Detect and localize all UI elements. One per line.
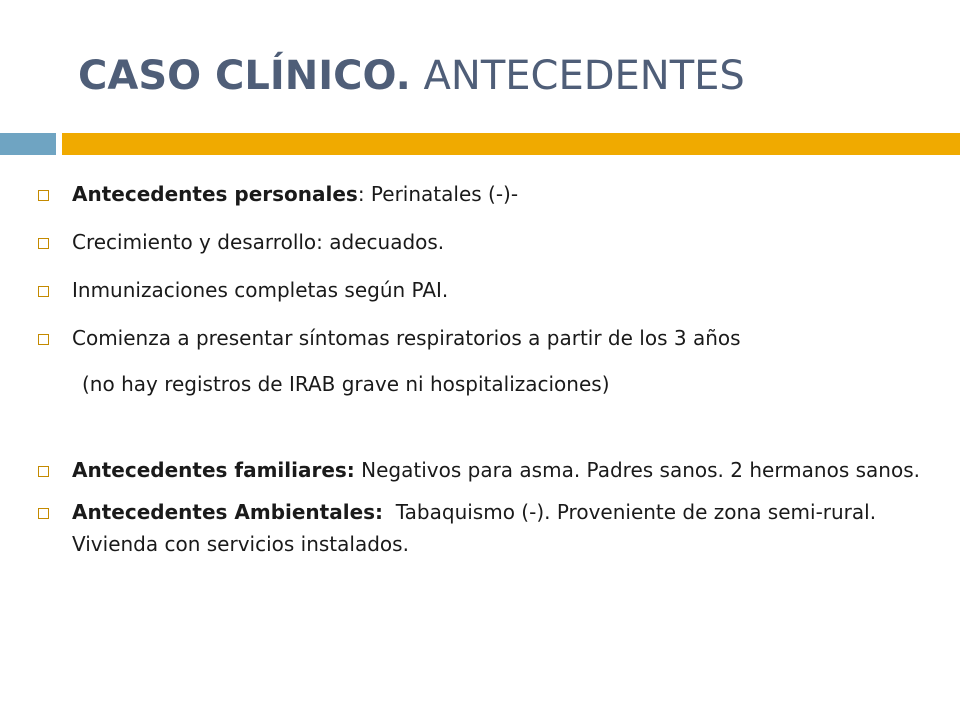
item-label: Antecedentes personales: [72, 182, 358, 206]
square-bullet-icon: [38, 190, 49, 201]
square-bullet-icon: [38, 238, 49, 249]
square-bullet-icon: [38, 334, 49, 345]
list-item: [36, 226, 936, 258]
item-label: Antecedentes familiares:: [72, 458, 355, 482]
list-item: [36, 178, 936, 210]
item-text: Inmunizaciones completas según PAI.: [72, 278, 449, 302]
item-text: Perinatales (-)-: [364, 182, 519, 206]
item-label: Antecedentes Ambientales:: [72, 500, 384, 524]
accent-bar-right: [62, 133, 960, 155]
square-bullet-icon: [38, 466, 49, 477]
square-bullet-icon: [38, 508, 49, 519]
slide-title: [78, 50, 745, 102]
continuation-line: (no hay registros de IRAB grave ni hospitalizaciones): [82, 372, 610, 396]
list-item: [36, 496, 936, 560]
item-text: Negativos para asma. Padres sanos. 2 hermanos sanos.: [354, 458, 920, 482]
square-bullet-icon: [38, 286, 49, 297]
slide-content: [36, 178, 936, 560]
item-label-sep: :: [357, 182, 365, 206]
item-text: Crecimiento y desarrollo: adecuados.: [72, 230, 445, 254]
list-item: [36, 274, 936, 306]
accent-bar-left: [0, 133, 56, 155]
slide-title-rest: ANTECEDENTES: [423, 53, 745, 99]
list-item: [36, 454, 936, 486]
slide-title-bold: CASO CLÍNICO.: [78, 53, 411, 99]
list-item: [36, 322, 936, 354]
item-text: Tabaquismo (-). Proveniente de zona semi-rural. Vivienda con servicios instalados.: [72, 500, 883, 556]
item-text: Comienza a presentar síntomas respiratorios a partir de los 3 años: [72, 326, 741, 350]
